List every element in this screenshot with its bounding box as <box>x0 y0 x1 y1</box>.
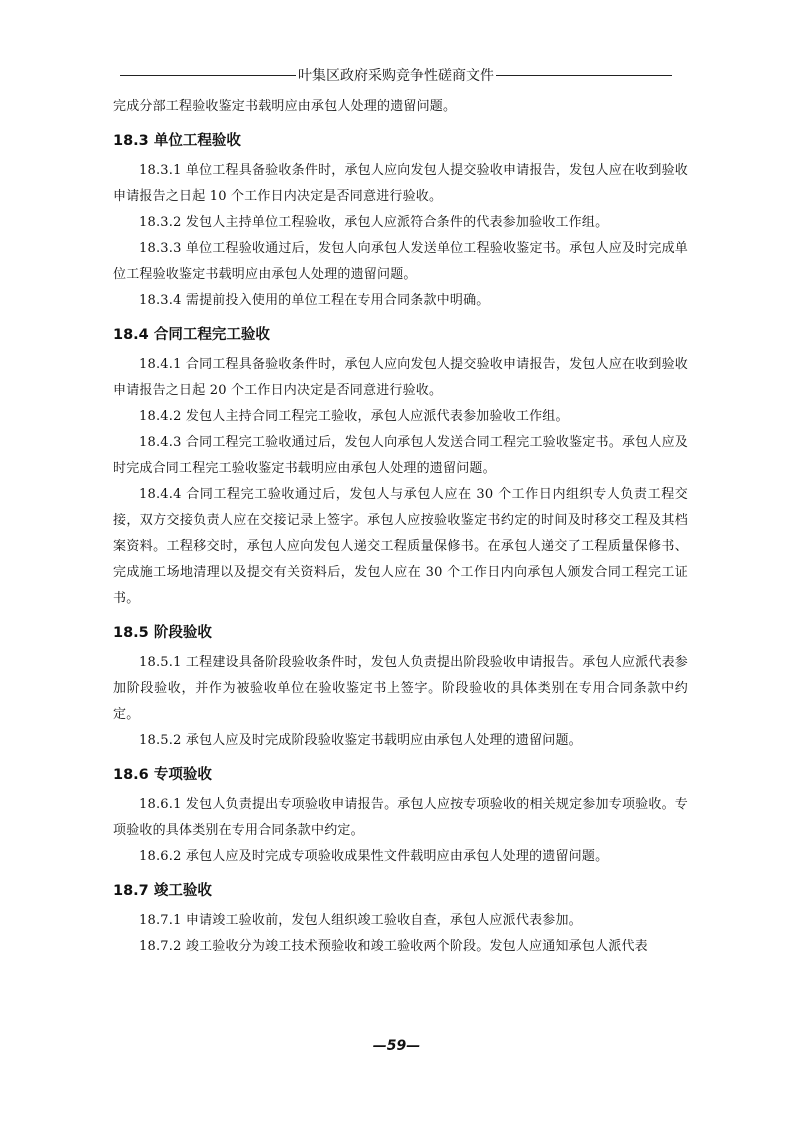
paragraph: 18.7.2 竣工验收分为竣工技术预验收和竣工验收两个阶段。发包人应通知承包人派代表 <box>139 939 648 954</box>
section-heading: 18.4 合同工程完工验收 <box>113 327 270 343</box>
paragraph: 18.6.1 发包人负责提出专项验收申请报告。承包人应按专项验收的相关规定参加专项验收。专项验收的具体类别在专用合同条款中约定。 <box>113 797 688 838</box>
section-18-7 <box>113 878 688 960</box>
section-heading: 18.7 竣工验收 <box>113 883 212 899</box>
paragraph: 18.4.4 合同工程完工验收通过后，发包人与承包人应在 30 个工作日内组织专人负责工程交接，双方交接负责人应在交接记录上签字。承包人应按验收鉴定书约定的时间及时移交工程及其档案资料。工程移交时，承包人应向发包人递交工程质量保修书。在承包人递交了工程质量保修书、完成施工场地清理以及提交有关资料后，发包人应在 30 个工作日内向承包人颁发合同工程完工证书。 <box>113 487 688 606</box>
paragraph: 18.3.1 单位工程具备验收条件时，承包人应向发包人提交验收申请报告，发包人应在收到验收申请报告之日起 10 个工作日内决定是否同意进行验收。 <box>113 163 688 204</box>
section-heading: 18.6 专项验收 <box>113 767 212 783</box>
paragraph: 18.3.3 单位工程验收通过后，发包人向承包人发送单位工程验收鉴定书。承包人应及时完成单位工程验收鉴定书载明应由承包人处理的遗留问题。 <box>113 241 688 282</box>
section-18-4 <box>113 322 688 612</box>
document-body <box>113 94 688 960</box>
section-18-5 <box>113 620 688 754</box>
section-heading: 18.5 阶段验收 <box>113 625 212 641</box>
section-18-6 <box>113 762 688 870</box>
section-heading: 18.3 单位工程验收 <box>113 133 241 149</box>
intro-paragraph: 完成分部工程验收鉴定书载明应由承包人处理的遗留问题。 <box>113 99 457 114</box>
paragraph: 18.5.2 承包人应及时完成阶段验收鉴定书载明应由承包人处理的遗留问题。 <box>139 733 582 748</box>
page-header <box>120 65 672 85</box>
header-rule-left <box>120 75 296 76</box>
header-rule-right <box>496 75 672 76</box>
paragraph: 18.7.1 申请竣工验收前，发包人组织竣工验收自查，承包人应派代表参加。 <box>139 913 582 928</box>
paragraph: 18.4.3 合同工程完工验收通过后，发包人向承包人发送合同工程完工验收鉴定书。承包人应及时完成合同工程完工验收鉴定书载明应由承包人处理的遗留问题。 <box>113 435 688 476</box>
paragraph: 18.6.2 承包人应及时完成专项验收成果性文件载明应由承包人处理的遗留问题。 <box>139 849 609 864</box>
section-18-3 <box>113 128 688 314</box>
page-number: —59— <box>372 1038 421 1054</box>
paragraph: 18.3.4 需提前投入使用的单位工程在专用合同条款中明确。 <box>139 293 490 308</box>
header-title: 叶集区政府采购竞争性磋商文件 <box>298 68 494 84</box>
paragraph: 18.4.2 发包人主持合同工程完工验收，承包人应派代表参加验收工作组。 <box>139 409 569 424</box>
paragraph: 18.3.2 发包人主持单位工程验收，承包人应派符合条件的代表参加验收工作组。 <box>139 215 609 230</box>
paragraph: 18.4.1 合同工程具备验收条件时，承包人应向发包人提交验收申请报告，发包人应在收到验收申请报告之日起 20 个工作日内决定是否同意进行验收。 <box>113 357 688 398</box>
paragraph: 18.5.1 工程建设具备阶段验收条件时，发包人负责提出阶段验收申请报告。承包人应派代表参加阶段验收，并作为被验收单位在验收鉴定书上签字。阶段验收的具体类别在专用合同条款中约定。 <box>113 655 688 722</box>
